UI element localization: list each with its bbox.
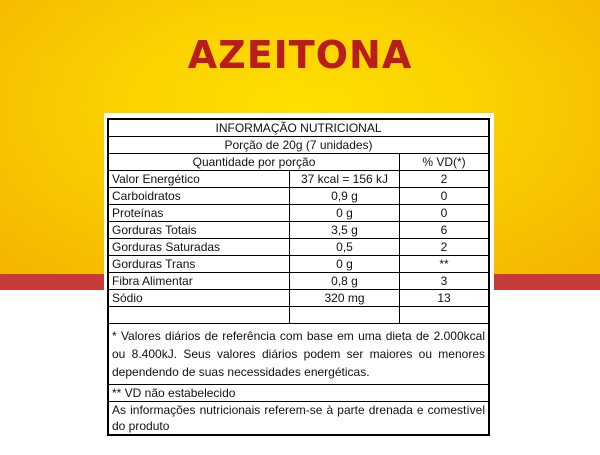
table-row: [109, 239, 488, 256]
nutrient-amount: 0,8 g: [290, 273, 400, 289]
nutrient-vd: 0: [440, 206, 448, 220]
nutrition-panel: [104, 113, 494, 435]
footnote-daily-values: * Valores diários de referência com base em uma dieta de 2.000kcal ou 8.400kJ. Seus valores diários podem ser maiores ou menores dependendo de suas necessidades energéticas.: [109, 324, 488, 385]
nutrient-amount: 3,5 g: [290, 222, 400, 238]
footnote-drained: As informações nutricionais referem-se à parte drenada e comestível do produto: [112, 403, 485, 433]
portion-text: Porção de 20g (7 unidades): [224, 138, 373, 152]
nutrient-amount: 37 kcal = 156 kJ: [290, 171, 400, 187]
nutrient-vd: 2: [440, 172, 448, 186]
nutrient-vd: **: [439, 257, 449, 271]
column-header-row: [109, 154, 488, 171]
table-row: [109, 222, 488, 239]
table-heading-row: [109, 120, 488, 137]
nutrient-name: Carboidratos: [109, 188, 290, 204]
table-row: [109, 256, 488, 273]
nutrient-vd: 0: [440, 189, 448, 203]
nutrient-amount: 0,5: [290, 239, 400, 255]
nutrient-amount: 0,9 g: [290, 188, 400, 204]
nutrient-amount: 0 g: [290, 205, 400, 221]
table-row: [109, 273, 488, 290]
nutrient-vd: 3: [440, 274, 448, 288]
table-row: [109, 205, 488, 222]
empty-row: [109, 307, 488, 324]
empty-cell: [400, 307, 488, 323]
nutrient-amount: 0 g: [290, 256, 400, 272]
nutrient-name: Sódio: [109, 290, 290, 306]
table-row: [109, 188, 488, 205]
nutrient-vd: 6: [440, 223, 448, 237]
nutrient-name: Gorduras Saturadas: [109, 239, 290, 255]
col-quantity-header: Quantidade por porção: [109, 154, 400, 170]
nutrient-vd: 13: [437, 291, 451, 305]
col-vd-header: % VD(*): [422, 155, 466, 169]
nutrient-name: Proteínas: [109, 205, 290, 221]
nutrient-vd: 2: [440, 240, 448, 254]
table-row: [109, 290, 488, 307]
nutrition-table: [107, 118, 490, 436]
nutrient-name: Gorduras Trans: [109, 256, 290, 272]
nutrient-amount: 320 mg: [290, 290, 400, 306]
footnote-vd: ** VD não estabelecido: [109, 385, 488, 402]
table-heading: INFORMAÇÃO NUTRICIONAL: [215, 121, 382, 135]
table-row: [109, 171, 488, 188]
nutrient-name: Valor Energético: [109, 171, 290, 187]
nutrient-name: Gorduras Totais: [109, 222, 290, 238]
empty-cell: [290, 307, 400, 323]
page-title: AZEITONA: [187, 33, 413, 77]
portion-row: [109, 137, 488, 154]
empty-cell: [109, 307, 290, 323]
nutrient-name: Fibra Alimentar: [109, 273, 290, 289]
